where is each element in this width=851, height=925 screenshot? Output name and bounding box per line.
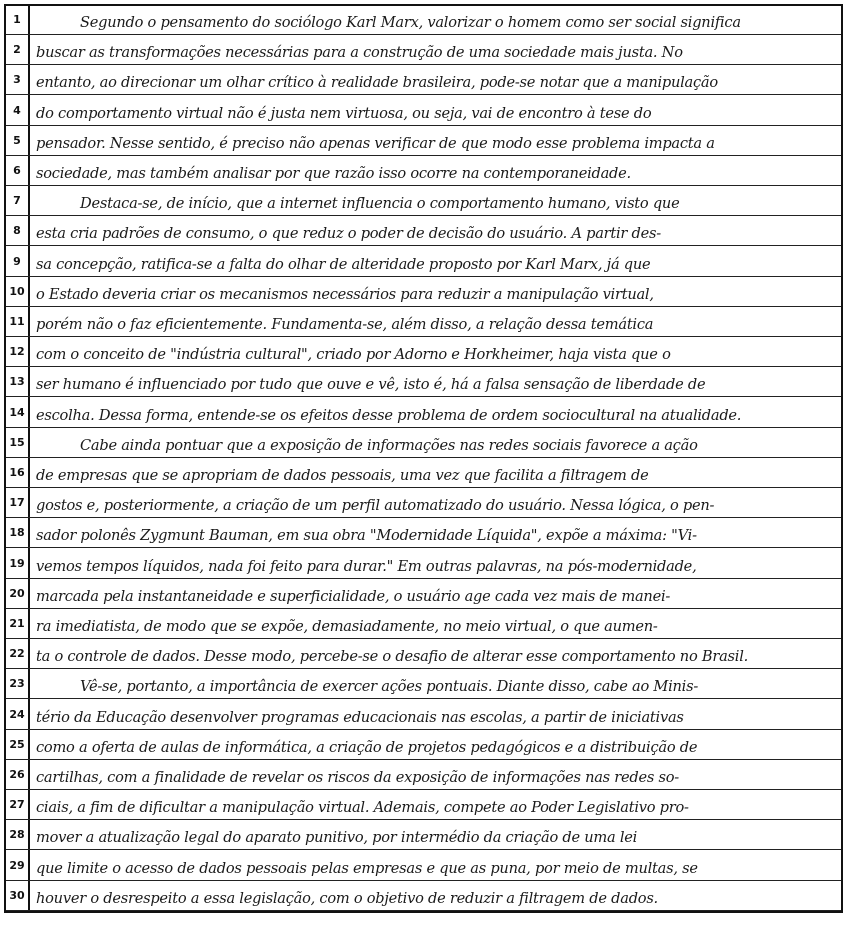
line-number: 11 [9, 315, 25, 328]
line-number: 17 [9, 496, 25, 510]
line-number: 3 [13, 73, 21, 87]
handwritten-line-text: sa concepção, ratifica-se a falta do olhar de alteridade proposto por Karl Marx, já que [36, 255, 651, 273]
handwritten-line-text: gostos e, posteriormente, a criação de um perfil automatizado do usuário. Nessa lógica, o pen- [36, 497, 715, 515]
handwritten-line-text: buscar as transformações necessárias para a construção de uma sociedade mais justa. No [36, 44, 683, 62]
handwritten-line-text: o Estado deveria criar os mecanismos necessários para reduzir a manipulação virtual, [36, 285, 654, 303]
line-number: 24 [9, 707, 25, 721]
line-number: 30 [9, 888, 25, 902]
line-number: 10 [9, 284, 25, 298]
handwritten-line-text: ciais, a fim de dificultar a manipulação virtual. Ademais, compete ao Poder Legislativo pro- [36, 799, 689, 817]
handwritten-line-text: porém não o faz eficientemente. Fundamenta-se, além disso, a relação dessa temática [36, 316, 654, 333]
line-number: 22 [9, 647, 25, 661]
handwritten-line-text: que limite o acesso de dados pessoais pelas empresas e que as puna, por meio de multas, se [36, 859, 698, 877]
handwritten-line-text: ser humano é influenciado por tudo que ouve e vê, isto é, há a falsa sensação de liberdade de [36, 376, 706, 394]
sheet-border [4, 4, 843, 913]
handwritten-line-text: pensador. Nesse sentido, é preciso não apenas verificar de que modo esse problema impacta a [36, 134, 715, 152]
line-number: 27 [9, 798, 25, 812]
line-number: 19 [9, 556, 25, 570]
handwritten-line-text: cartilhas, com a finalidade de revelar os riscos da exposição de informações nas redes so- [36, 769, 679, 786]
line-number: 25 [9, 737, 25, 751]
handwritten-line-text: mover a atualização legal do aparato punitivo, por intermédio da criação de uma lei [36, 829, 638, 847]
handwritten-line-text: com o conceito de "indústria cultural", criado por Adorno e Horkheimer, haja vista que o [36, 346, 671, 364]
handwritten-line-text: do comportamento virtual não é justa nem virtuosa, ou seja, vai de encontro à tese do [36, 104, 652, 122]
handwritten-line-text: marcada pela instantaneidade e superficialidade, o usuário age cada vez mais de manei- [36, 587, 671, 605]
handwritten-line-text: ta o controle de dados. Desse modo, percebe-se o desafio de alterar esse comportamento no Brasil. [36, 648, 749, 666]
line-number: 16 [9, 466, 25, 479]
line-number: 8 [13, 224, 21, 238]
handwritten-line-text: houver o desrespeito a essa legislação, com o objetivo de reduzir a filtragem de dados. [36, 889, 658, 907]
handwritten-line-text: esta cria padrões de consumo, o que reduz o poder de decisão do usuário. A partir des- [36, 225, 661, 243]
handwritten-line-text: escolha. Dessa forma, entende-se os efeitos desse problema de ordem sociocultural na atualidade. [36, 406, 742, 424]
line-number: 6 [13, 164, 21, 177]
line-number: 23 [9, 677, 25, 691]
line-number: 5 [13, 133, 21, 147]
handwritten-line-text: Vê-se, portanto, a importância de exercer ações pontuais. Diante disso, cabe ao Minis- [80, 678, 699, 696]
handwritten-line-text: Destaca-se, de início, que a internet influencia o comportamento humano, visto que [80, 195, 680, 213]
line-number: 1 [13, 13, 21, 26]
line-number: 28 [9, 828, 25, 842]
line-number: 7 [13, 194, 21, 208]
handwritten-line-text: vemos tempos líquidos, nada foi feito para durar." Em outras palavras, na pós-modernidade, [36, 557, 697, 575]
handwritten-line-text: de empresas que se apropriam de dados pessoais, uma vez que facilita a filtragem de [36, 467, 649, 484]
line-number: 15 [9, 435, 25, 449]
line-number: 12 [9, 345, 25, 359]
handwritten-line-text: sador polonês Zygmunt Bauman, em sua obra "Modernidade Líquida", expõe a máxima: "Vi- [36, 527, 697, 545]
handwritten-line-text: tério da Educação desenvolver programas educacionais nas escolas, a partir de iniciativas [36, 708, 684, 726]
line-number: 2 [13, 43, 21, 57]
handwritten-line-text: ra imediatista, de modo que se expõe, demasiadamente, no meio virtual, o que aumen- [36, 618, 658, 635]
handwritten-line-text: entanto, ao direcionar um olhar crítico à realidade brasileira, pode-se notar que a manipulação [36, 74, 718, 92]
line-number: 26 [9, 768, 25, 781]
handwritten-line-text: como a oferta de aulas de informática, a criação de projetos pedagógicos e a distribuição de [36, 738, 698, 756]
line-number: 29 [9, 858, 25, 872]
line-number: 13 [9, 375, 25, 389]
line-number: 14 [9, 405, 25, 419]
line-number: 21 [9, 617, 25, 630]
line-number: 18 [9, 526, 25, 540]
line-number: 20 [9, 586, 25, 600]
line-number: 4 [13, 103, 21, 117]
line-number: 9 [13, 254, 21, 268]
handwritten-line-text: Cabe ainda pontuar que a exposição de informações nas redes sociais favorece a ação [80, 436, 698, 454]
handwritten-line-text: sociedade, mas também analisar por que razão isso ocorre na contemporaneidade. [36, 165, 631, 182]
handwritten-line-text: Segundo o pensamento do sociólogo Karl Marx, valorizar o homem como ser social significa [80, 14, 741, 31]
